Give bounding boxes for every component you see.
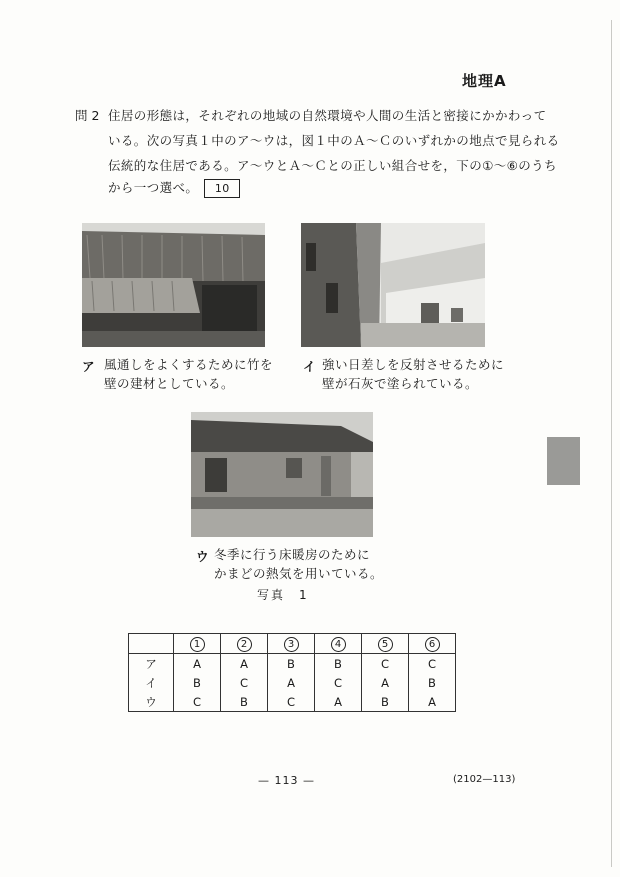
photo-u-caption-line-2: かまどの熱気を用いている。	[214, 566, 384, 581]
page-number: — 113 —	[258, 774, 315, 787]
table-cell: A	[268, 673, 315, 692]
table-row-a	[129, 654, 456, 674]
table-cell: B	[315, 654, 362, 674]
table-cell: C	[362, 654, 409, 674]
photo-i	[301, 223, 485, 347]
page-code: (2102—113)	[453, 774, 516, 785]
question-line-3: 伝統的な住居である。ア～ウとＡ～Ｃとの正しい組合せを，下の①～⑥のうち	[108, 158, 557, 173]
choice-number-4: 4	[331, 637, 346, 652]
choice-header-6	[409, 634, 456, 654]
photo-u-label: ウ	[196, 549, 209, 564]
subject-title: 地理A	[462, 72, 507, 90]
photo-i-caption-line-1: 強い日差しを反射させるために	[322, 357, 505, 372]
row-label-i: イ	[129, 673, 174, 692]
choice-header-5	[362, 634, 409, 654]
table-cell: C	[268, 692, 315, 712]
table-cell: B	[362, 692, 409, 712]
question-number: 問 2	[75, 108, 100, 123]
table-cell: C	[174, 692, 221, 712]
table-cell: B	[221, 692, 268, 712]
photo-a	[82, 223, 265, 347]
photo-i-label: イ	[303, 359, 316, 374]
choice-number-1: 1	[190, 637, 205, 652]
table-cell: A	[409, 692, 456, 712]
table-cell: A	[362, 673, 409, 692]
choice-number-3: 3	[284, 637, 299, 652]
photo-i-caption	[322, 355, 504, 393]
photo-u	[191, 412, 373, 537]
question-line-4: から一つ選べ。	[108, 180, 199, 195]
choice-header-2	[221, 634, 268, 654]
choice-number-5: 5	[378, 637, 393, 652]
photo-a-label: ア	[82, 359, 95, 374]
choice-header-4	[315, 634, 362, 654]
table-corner-cell	[129, 634, 174, 654]
photo-i-caption-line-2: 壁が石灰で塗られている。	[322, 376, 479, 391]
answer-choices-table	[128, 633, 456, 712]
photo-a-caption-line-1: 風通しをよくするために竹を	[104, 357, 274, 372]
question-line-1: 住居の形態は，それぞれの地域の自然環境や人間の生活と密接にかかわって	[108, 108, 547, 123]
choice-number-2: 2	[237, 637, 252, 652]
choice-number-6: 6	[425, 637, 440, 652]
table-header-row	[129, 634, 456, 654]
table-cell: C	[315, 673, 362, 692]
row-label-u: ウ	[129, 692, 174, 712]
table-cell: B	[409, 673, 456, 692]
table-cell: C	[221, 673, 268, 692]
photo-u-caption-line-1: 冬季に行う床暖房のために	[214, 547, 371, 562]
table-cell: A	[174, 654, 221, 674]
photo-u-caption	[214, 545, 383, 583]
photo-a-caption-line-2: 壁の建材としている。	[104, 376, 235, 391]
photo-a-caption	[104, 355, 273, 393]
table-row-i	[129, 673, 456, 692]
table-cell: C	[409, 654, 456, 674]
table-cell: A	[315, 692, 362, 712]
row-label-a: ア	[129, 654, 174, 674]
side-index-tab	[547, 437, 580, 485]
choice-header-3	[268, 634, 315, 654]
answer-number-box: 10	[204, 179, 240, 198]
choice-header-1	[174, 634, 221, 654]
photo-title: 写真 1	[257, 588, 309, 602]
table-cell: B	[174, 673, 221, 692]
table-row-u	[129, 692, 456, 712]
table-cell: A	[221, 654, 268, 674]
page-edge-line	[611, 20, 612, 867]
table-cell: B	[268, 654, 315, 674]
question-line-2: いる。次の写真１中のア～ウは，図１中のＡ～Ｃのいずれかの地点で見られる	[108, 133, 560, 148]
